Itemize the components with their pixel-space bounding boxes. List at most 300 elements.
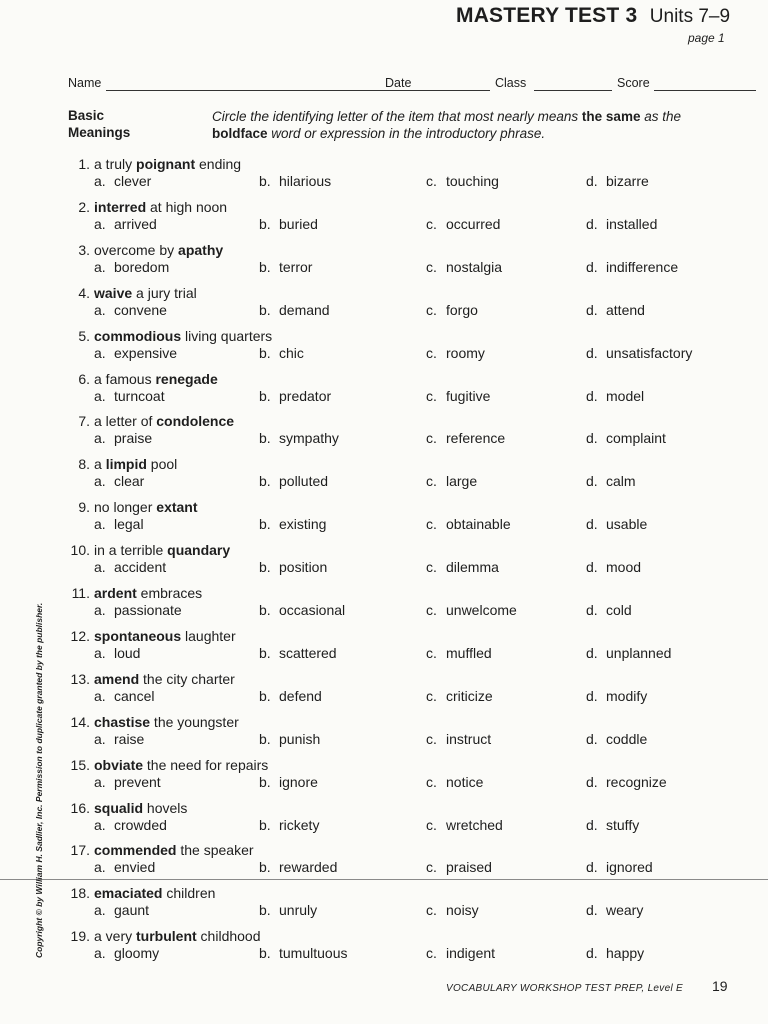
choice-a[interactable] xyxy=(94,302,167,318)
student-info-line xyxy=(68,76,758,92)
choice-c[interactable] xyxy=(426,559,499,575)
choice-a[interactable] xyxy=(94,731,144,747)
choice-c[interactable] xyxy=(426,173,499,189)
choice-letter[interactable]: d. xyxy=(586,773,598,790)
choice-b[interactable] xyxy=(259,688,322,704)
footer-title: VOCABULARY WORKSHOP TEST PREP, Level E xyxy=(446,983,684,994)
choice-letter[interactable]: c. xyxy=(426,215,437,232)
boldface-word: poignant xyxy=(136,156,196,172)
choice-letter[interactable]: d. xyxy=(586,430,598,447)
question-number: 8. xyxy=(78,456,90,473)
choice-letter[interactable]: a. xyxy=(94,602,106,618)
choice-text: fugitive xyxy=(446,387,491,404)
choice-a[interactable] xyxy=(94,173,151,189)
choice-letter[interactable]: c. xyxy=(426,859,437,876)
class-field[interactable] xyxy=(534,90,612,91)
choice-text: convene xyxy=(114,301,167,318)
choice-letter[interactable]: b. xyxy=(259,687,271,704)
question-number: 2. xyxy=(78,198,90,215)
question-number: 15. xyxy=(70,756,90,773)
choice-d[interactable] xyxy=(586,473,636,489)
choice-a[interactable] xyxy=(94,345,177,361)
name-field[interactable] xyxy=(106,90,448,91)
choice-letter[interactable]: c. xyxy=(426,730,437,747)
choice-b[interactable] xyxy=(259,473,328,489)
boldface-word: waive xyxy=(94,284,133,301)
boldface-word: amend xyxy=(94,670,140,687)
question-number: 9. xyxy=(78,499,90,516)
choice-letter[interactable]: b. xyxy=(259,516,271,533)
question-prompt: waive a jury trial xyxy=(94,284,197,301)
question-item xyxy=(0,499,768,539)
choice-letter[interactable]: d. xyxy=(586,301,598,318)
date-label: Date xyxy=(385,76,412,90)
choice-text: happy xyxy=(606,945,645,962)
choice-b[interactable] xyxy=(259,559,327,575)
choice-text: tumultuous xyxy=(279,945,348,962)
choice-a[interactable] xyxy=(94,859,155,875)
choice-text: dilemma xyxy=(446,559,499,576)
choice-letter[interactable]: d. xyxy=(586,344,598,361)
choice-text: notice xyxy=(446,773,484,790)
boldface-word: ardent xyxy=(94,585,137,601)
choice-text: cancel xyxy=(114,687,155,704)
choice-d[interactable] xyxy=(586,645,671,661)
choice-letter[interactable]: d. xyxy=(586,258,598,275)
question-item xyxy=(0,199,768,239)
question-prompt: in a terrible quandary xyxy=(94,542,231,559)
choice-c[interactable] xyxy=(426,731,491,747)
choice-d[interactable] xyxy=(586,302,645,318)
boldface-word: commended xyxy=(94,842,177,859)
choice-d[interactable] xyxy=(586,216,657,232)
choice-text: mood xyxy=(606,559,642,576)
choice-d[interactable] xyxy=(586,516,647,532)
choice-text: muffled xyxy=(446,644,492,661)
choice-b[interactable] xyxy=(259,602,345,618)
choice-d[interactable] xyxy=(586,259,678,275)
choice-b[interactable] xyxy=(259,302,330,318)
choice-text: punish xyxy=(279,730,321,747)
choice-text: passionate xyxy=(114,602,182,618)
question-number: 5. xyxy=(78,327,90,344)
choice-letter[interactable]: c. xyxy=(426,173,437,189)
choice-text: boredom xyxy=(114,258,170,275)
boldface-word: emaciated xyxy=(94,885,163,902)
name-label: Name xyxy=(68,76,102,90)
choice-letter[interactable]: b. xyxy=(259,859,271,876)
choice-letter[interactable]: d. xyxy=(586,945,598,962)
choice-letter[interactable]: d. xyxy=(586,559,598,576)
question-prompt: obviate the need for repairs xyxy=(94,756,269,773)
choice-text: raise xyxy=(114,730,145,747)
question-number: 10. xyxy=(70,542,90,559)
choice-text: hilarious xyxy=(279,173,332,189)
choice-letter[interactable]: a. xyxy=(94,644,106,661)
choice-letter[interactable]: a. xyxy=(94,902,106,919)
choice-a[interactable] xyxy=(94,902,149,918)
score-label: Score xyxy=(617,76,650,90)
choice-text: nostalgia xyxy=(446,258,503,275)
choice-letter[interactable]: d. xyxy=(586,516,598,533)
choice-letter[interactable]: c. xyxy=(426,816,437,833)
choice-letter[interactable]: b. xyxy=(259,559,271,576)
choice-a[interactable] xyxy=(94,473,144,489)
choice-b[interactable] xyxy=(259,345,304,361)
question-number: 7. xyxy=(78,413,90,430)
choice-text: attend xyxy=(606,301,645,318)
question-prompt: amend the city charter xyxy=(94,670,235,687)
choice-a[interactable] xyxy=(94,216,157,232)
boldface-word: renegade xyxy=(155,370,218,387)
choice-text: model xyxy=(606,387,645,404)
choice-text: criticize xyxy=(446,687,493,704)
choice-letter[interactable]: b. xyxy=(259,215,271,232)
choice-letter[interactable]: b. xyxy=(259,902,271,919)
choice-c[interactable] xyxy=(426,345,485,361)
choice-c[interactable] xyxy=(426,902,479,918)
choice-letter[interactable]: a. xyxy=(94,516,106,533)
choice-d[interactable] xyxy=(586,388,644,404)
question-number: 12. xyxy=(70,627,90,644)
choice-letter[interactable]: a. xyxy=(94,473,106,490)
question-item xyxy=(0,285,768,325)
choice-text: stuffy xyxy=(606,816,640,833)
question-prompt: a limpid pool xyxy=(94,456,178,473)
choice-letter[interactable]: b. xyxy=(259,173,271,189)
question-prompt: a letter of condolence xyxy=(94,413,235,430)
question-item xyxy=(0,885,768,925)
choice-letter[interactable]: c. xyxy=(426,516,437,533)
choice-text: ignored xyxy=(606,859,653,876)
question-prompt: commended the speaker xyxy=(94,842,254,859)
question-prompt: a very turbulent childhood xyxy=(94,928,261,945)
choice-text: modify xyxy=(606,687,648,704)
choice-text: indigent xyxy=(446,945,496,962)
choice-letter[interactable]: d. xyxy=(586,173,598,189)
choice-c[interactable] xyxy=(426,302,478,318)
choice-letter[interactable]: b. xyxy=(259,387,271,404)
section-title: Basic Meanings xyxy=(68,108,131,140)
question-item xyxy=(0,842,768,882)
choice-d[interactable] xyxy=(586,731,647,747)
choice-text: touching xyxy=(446,173,499,189)
question-item xyxy=(0,156,768,196)
choice-text: recognize xyxy=(606,773,667,790)
choice-d[interactable] xyxy=(586,688,647,704)
choice-text: large xyxy=(446,473,478,490)
choice-c[interactable] xyxy=(426,688,493,704)
choice-text: sympathy xyxy=(279,430,339,447)
question-item xyxy=(0,456,768,496)
choice-letter[interactable]: d. xyxy=(586,473,598,490)
question-prompt: interred at high noon xyxy=(94,198,228,215)
choice-d[interactable] xyxy=(586,817,639,833)
choice-text: ignore xyxy=(279,773,318,790)
choice-letter[interactable]: b. xyxy=(259,258,271,275)
choice-a[interactable] xyxy=(94,602,182,618)
choice-text: loud xyxy=(114,644,141,661)
choice-text: gloomy xyxy=(114,945,160,962)
choice-text: accident xyxy=(114,559,167,576)
choice-text: existing xyxy=(279,516,327,533)
choice-text: terror xyxy=(279,258,313,275)
choice-text: demand xyxy=(279,301,330,318)
boldface-word: condolence xyxy=(156,413,235,430)
choice-letter[interactable]: a. xyxy=(94,301,106,318)
choice-text: wretched xyxy=(446,816,503,833)
question-item xyxy=(0,800,768,840)
choice-letter[interactable]: c. xyxy=(426,773,437,790)
choice-text: scattered xyxy=(279,644,337,661)
choice-c[interactable] xyxy=(426,645,492,661)
choice-letter[interactable]: c. xyxy=(426,387,437,404)
choice-letter[interactable]: a. xyxy=(94,773,106,790)
score-field[interactable] xyxy=(654,90,756,91)
choice-d[interactable] xyxy=(586,173,649,189)
choice-d[interactable] xyxy=(586,430,666,446)
question-prompt: a truly poignant ending xyxy=(94,156,242,172)
choice-d[interactable] xyxy=(586,774,667,790)
choice-text: rewarded xyxy=(279,859,338,876)
choice-letter[interactable]: d. xyxy=(586,644,598,661)
choice-d[interactable] xyxy=(586,559,641,575)
boldface-word: turbulent xyxy=(136,928,197,945)
choice-b[interactable] xyxy=(259,902,317,918)
choice-c[interactable] xyxy=(426,602,517,618)
choice-letter[interactable]: a. xyxy=(94,387,106,404)
choice-a[interactable] xyxy=(94,945,159,961)
question-number: 18. xyxy=(70,885,90,902)
choice-d[interactable] xyxy=(586,902,643,918)
choice-text: unwelcome xyxy=(446,602,517,618)
choice-letter[interactable]: c. xyxy=(426,687,437,704)
choice-letter[interactable]: b. xyxy=(259,730,271,747)
choice-b[interactable] xyxy=(259,859,337,875)
choice-letter[interactable]: b. xyxy=(259,816,271,833)
choice-c[interactable] xyxy=(426,859,492,875)
question-prompt: overcome by apathy xyxy=(94,241,224,258)
question-prompt: chastise the youngster xyxy=(94,713,239,730)
choice-letter[interactable]: d. xyxy=(586,687,598,704)
choice-a[interactable] xyxy=(94,774,161,790)
page-indicator: page 1 xyxy=(688,31,725,45)
choice-d[interactable] xyxy=(586,345,692,361)
choice-b[interactable] xyxy=(259,259,312,275)
choice-text: complaint xyxy=(606,430,666,447)
choice-letter[interactable]: b. xyxy=(259,945,271,962)
choice-text: indifference xyxy=(606,258,679,275)
choice-d[interactable] xyxy=(586,602,632,618)
boldface-word: squalid xyxy=(94,799,144,816)
choice-letter[interactable]: a. xyxy=(94,344,106,361)
choice-letter[interactable]: d. xyxy=(586,902,598,919)
choice-text: polluted xyxy=(279,473,329,490)
choice-a[interactable] xyxy=(94,388,165,404)
choice-b[interactable] xyxy=(259,173,331,189)
choice-b[interactable] xyxy=(259,430,339,446)
choice-letter[interactable]: b. xyxy=(259,773,271,790)
question-item xyxy=(0,242,768,282)
choice-text: gaunt xyxy=(114,902,150,919)
choice-letter[interactable]: d. xyxy=(586,215,598,232)
choice-text: unsatisfactory xyxy=(606,344,693,361)
choice-b[interactable] xyxy=(259,945,347,961)
choice-text: defend xyxy=(279,687,322,704)
page-number: 19 xyxy=(712,978,728,994)
choice-letter[interactable]: c. xyxy=(426,902,437,919)
choice-a[interactable] xyxy=(94,817,167,833)
choice-letter[interactable]: a. xyxy=(94,945,106,962)
question-number: 11. xyxy=(71,585,90,601)
choice-letter[interactable]: d. xyxy=(586,816,598,833)
question-number: 17. xyxy=(70,842,90,859)
question-number: 19. xyxy=(70,928,90,945)
choice-text: occasional xyxy=(279,602,346,618)
choice-text: reference xyxy=(446,430,506,447)
choice-text: arrived xyxy=(114,215,157,232)
boldface-word: chastise xyxy=(94,713,151,730)
choice-letter[interactable]: a. xyxy=(94,816,106,833)
choice-text: roomy xyxy=(446,344,485,361)
choice-b[interactable] xyxy=(259,774,318,790)
question-prompt: no longer extant xyxy=(94,499,198,516)
choice-c[interactable] xyxy=(426,388,490,404)
test-label: MASTERY TEST 3 xyxy=(456,4,638,27)
choice-text: noisy xyxy=(446,902,479,919)
choice-text: buried xyxy=(279,215,318,232)
choice-letter[interactable]: c. xyxy=(426,945,437,962)
choice-letter[interactable]: a. xyxy=(94,559,106,576)
choice-text: prevent xyxy=(114,773,161,790)
choice-text: clear xyxy=(114,473,145,490)
choice-letter[interactable]: c. xyxy=(426,602,437,618)
choice-d[interactable] xyxy=(586,859,653,875)
choice-text: clever xyxy=(114,173,152,189)
choice-b[interactable] xyxy=(259,645,337,661)
choice-d[interactable] xyxy=(586,945,644,961)
choice-letter[interactable]: b. xyxy=(259,344,271,361)
choice-letter[interactable]: c. xyxy=(426,301,437,318)
choice-letter[interactable]: a. xyxy=(94,730,106,747)
choice-b[interactable] xyxy=(259,817,319,833)
choice-letter[interactable]: b. xyxy=(259,301,271,318)
boldface-word: spontaneous xyxy=(94,627,182,644)
copyright-notice: Copyright © by William H. Sadlier, Inc. Permission to duplicate granted by the publisher. xyxy=(34,602,44,958)
question-number: 13. xyxy=(70,670,90,687)
choice-letter[interactable]: a. xyxy=(94,859,106,876)
choice-c[interactable] xyxy=(426,516,511,532)
choice-text: calm xyxy=(606,473,636,490)
choice-text: crowded xyxy=(114,816,167,833)
choice-c[interactable] xyxy=(426,945,495,961)
choice-a[interactable] xyxy=(94,559,166,575)
boldface-word: obviate xyxy=(94,756,144,773)
question-number: 16. xyxy=(70,799,90,816)
choice-letter[interactable]: a. xyxy=(94,173,106,189)
choice-letter[interactable]: c. xyxy=(426,258,437,275)
instructions: Circle the identifying letter of the item that most nearly means the same as the boldface word or expression in the introductory phrase. xyxy=(212,109,681,141)
date-field[interactable] xyxy=(415,90,490,91)
choice-letter[interactable]: d. xyxy=(586,859,598,876)
choice-text: unplanned xyxy=(606,644,672,661)
choice-a[interactable] xyxy=(94,259,169,275)
class-label: Class xyxy=(495,76,527,90)
choice-text: cold xyxy=(606,602,632,618)
choice-letter[interactable]: c. xyxy=(426,430,437,447)
choice-a[interactable] xyxy=(94,688,154,704)
question-item xyxy=(0,328,768,368)
boldface-word: apathy xyxy=(178,241,224,258)
choice-b[interactable] xyxy=(259,216,318,232)
choice-b[interactable] xyxy=(259,516,326,532)
choice-text: legal xyxy=(114,516,144,533)
question-number: 6. xyxy=(78,370,90,387)
choice-letter[interactable]: b. xyxy=(259,602,271,618)
choice-text: praise xyxy=(114,430,153,447)
choice-c[interactable] xyxy=(426,216,500,232)
question-number: 14. xyxy=(70,713,90,730)
choice-letter[interactable]: a. xyxy=(94,430,106,447)
choice-letter[interactable]: c. xyxy=(426,473,437,490)
choice-text: expensive xyxy=(114,344,178,361)
choice-letter[interactable]: b. xyxy=(259,473,271,490)
choice-c[interactable] xyxy=(426,259,502,275)
choice-text: predator xyxy=(279,387,332,404)
choice-text: occurred xyxy=(446,215,501,232)
choice-a[interactable] xyxy=(94,516,144,532)
choice-text: praised xyxy=(446,859,492,876)
question-prompt: emaciated children xyxy=(94,885,216,902)
choice-c[interactable] xyxy=(426,473,477,489)
choice-text: chic xyxy=(279,344,304,361)
choice-letter[interactable]: a. xyxy=(94,215,106,232)
boldface-word: extant xyxy=(156,499,198,516)
choice-letter[interactable]: d. xyxy=(586,387,598,404)
choice-letter[interactable]: c. xyxy=(426,344,437,361)
choice-letter[interactable]: b. xyxy=(259,430,271,447)
choice-letter[interactable]: d. xyxy=(586,602,598,618)
choice-b[interactable] xyxy=(259,731,320,747)
choice-c[interactable] xyxy=(426,774,483,790)
choice-text: position xyxy=(279,559,328,576)
question-item xyxy=(0,757,768,797)
question-number: 4. xyxy=(78,284,90,301)
choice-text: rickety xyxy=(279,816,320,833)
choice-text: usable xyxy=(606,516,648,533)
choice-text: weary xyxy=(606,902,644,919)
choice-a[interactable] xyxy=(94,645,140,661)
choice-c[interactable] xyxy=(426,817,503,833)
choice-text: instruct xyxy=(446,730,492,747)
boldface-word: limpid xyxy=(105,456,147,473)
choice-letter[interactable]: c. xyxy=(426,559,437,576)
choice-letter[interactable]: d. xyxy=(586,730,598,747)
choice-letter[interactable]: a. xyxy=(94,687,106,704)
question-item xyxy=(0,371,768,411)
choice-letter[interactable]: c. xyxy=(426,644,437,661)
choice-a[interactable] xyxy=(94,430,152,446)
choice-letter[interactable]: b. xyxy=(259,644,271,661)
units-label: Units 7–9 xyxy=(649,6,731,27)
question-prompt: squalid hovels xyxy=(94,799,188,816)
choice-b[interactable] xyxy=(259,388,331,404)
question-item xyxy=(0,585,768,625)
choice-text: forgo xyxy=(446,301,478,318)
question-number: 3. xyxy=(78,241,90,258)
choice-letter[interactable]: a. xyxy=(94,258,106,275)
choice-c[interactable] xyxy=(426,430,505,446)
